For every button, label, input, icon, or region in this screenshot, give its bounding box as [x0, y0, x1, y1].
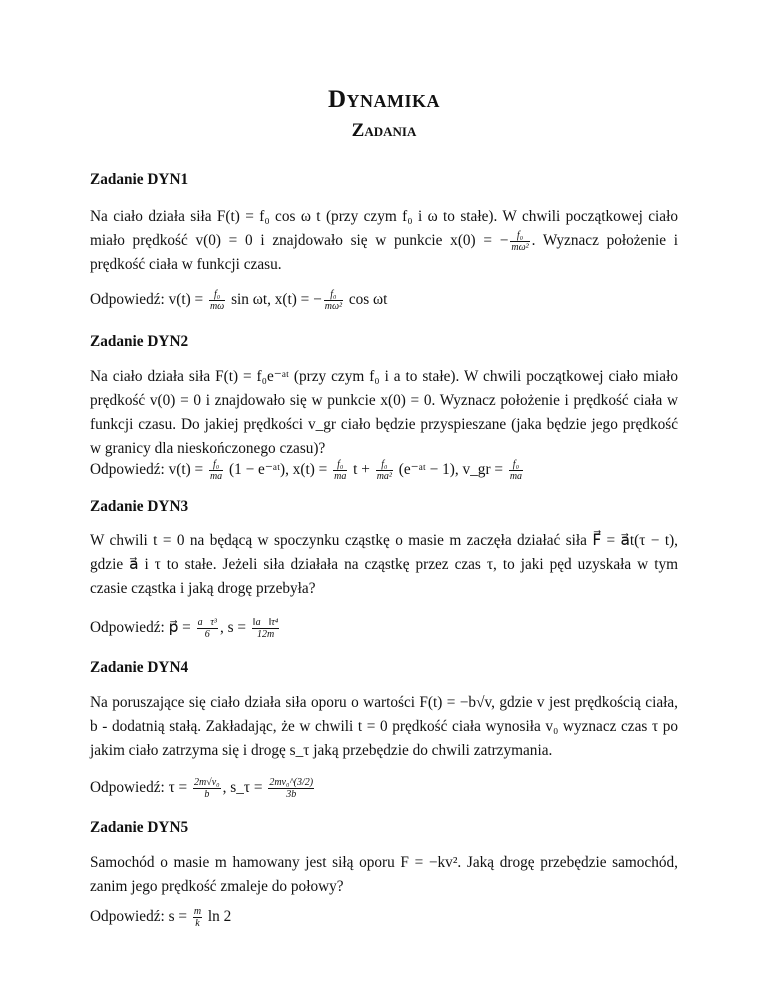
task-heading: Zadanie DYN4: [90, 659, 189, 676]
math-fraction: [197, 617, 218, 640]
fraction-denominator: 12m: [256, 628, 275, 640]
task-answer: [90, 905, 678, 929]
task-answer: [90, 616, 678, 640]
math-fraction: [324, 289, 343, 312]
math-fraction: [252, 617, 279, 640]
task-answer: [90, 288, 678, 312]
text-run: Samochód o masie m hamowany jest siłą oporu F = −kv². Jaką drogę przebędzie samochód, zanim jego prędkość zmaleje do połowy?: [90, 854, 678, 895]
fraction-numerator: ‖a⃗‖τ⁴: [252, 616, 279, 628]
task-heading: Zadanie DYN5: [90, 819, 189, 836]
text-run: ln 2: [204, 908, 232, 925]
text-run: Odpowiedź: s =: [90, 908, 191, 925]
task-text: [90, 365, 678, 461]
fraction-numerator: a⃗τ³: [197, 616, 217, 628]
text-run: Na ciało działa siła F(t) = f₀e⁻ᵃᵗ (przy czym f₀ i a to stałe). W chwili początkowej ciało miało prędkość v(0) = 0 i znajdowało się w punkcie x(0) = 0. Wyznacz położenie i prędkość ciała w funkcji czasu. Do jakiej prędkości v_gr ciało będzie przyspieszane (jaka będzie jego prędkość w granicy dla nieskończonego czasu)?: [90, 368, 678, 457]
math-fraction: [333, 459, 347, 482]
fraction-numerator: 2mv₀^(3/2): [269, 776, 314, 788]
task-text: [90, 691, 678, 763]
text-run: sin ωt, x(t) = −: [227, 291, 322, 308]
text-run: Na ciało działa siła F(t) = f₀ cos ω t (przy czym f₀ i ω to stałe). W chwili początkowej ciało miało prędkość v(0) = 0 i znajdowało się w punkcie x(0) = −: [90, 208, 678, 249]
text-run: (e⁻ᵃᵗ − 1), v_gr =: [394, 461, 507, 478]
task-text: [90, 851, 678, 899]
fraction-numerator: f₀: [376, 459, 393, 471]
page-subtitle: Zadania: [351, 120, 417, 141]
text-run: Odpowiedź: p⃗ =: [90, 619, 195, 636]
text-run: Odpowiedź: v(t) =: [90, 291, 207, 308]
text-run: Odpowiedź: τ =: [90, 779, 192, 796]
math-fraction: [268, 777, 314, 800]
fraction-denominator: b: [204, 788, 210, 800]
math-fraction: [510, 230, 529, 253]
math-fraction: [193, 777, 221, 800]
math-fraction: [376, 459, 393, 482]
text-run: W chwili t = 0 na będącą w spoczynku cząstkę o masie m zaczęła działać siła F⃗ = a⃗t(τ − t), gdzie a⃗ i τ to stałe. Jeżeli siła działała na cząstkę przez czas τ, to jaki pęd uzyskała w tym czasie cząstka i jaką drogę przebyła?: [90, 532, 678, 597]
fraction-denominator: mω²: [324, 300, 342, 312]
fraction-denominator: ma: [334, 470, 347, 482]
fraction-numerator: f₀: [509, 459, 523, 471]
task-answer: [90, 458, 678, 482]
text-run: , s_τ =: [222, 779, 267, 796]
fraction-denominator: ma²: [376, 470, 392, 482]
math-fraction: [209, 289, 225, 312]
fraction-numerator: f₀: [324, 289, 343, 301]
fraction-denominator: ma: [509, 470, 523, 482]
text-run: cos ωt: [345, 291, 388, 308]
fraction-denominator: k: [195, 917, 200, 929]
fraction-denominator: 6: [204, 628, 210, 640]
fraction-denominator: 3b: [286, 788, 297, 800]
fraction-numerator: 2m√v₀: [194, 776, 220, 788]
text-run: Na poruszające się ciało działa siła oporu o wartości F(t) = −b√v, gdzie v jest prędkością ciała, b - dodatnią stałą. Zakładając, że w chwili t = 0 prędkość ciała wynosiła v₀ wyznacz czas τ po jakim ciało zatrzyma się i drogę s_τ jaką przebędzie do chwili zatrzymania.: [90, 694, 678, 759]
task-text: [90, 205, 678, 277]
math-fraction: [509, 459, 523, 482]
task-heading: Zadanie DYN3: [90, 498, 189, 515]
fraction-denominator: mω: [209, 300, 225, 312]
text-run: Odpowiedź: v(t) =: [90, 461, 207, 478]
fraction-numerator: f₀: [333, 459, 347, 471]
math-fraction: [209, 459, 223, 482]
fraction-denominator: mω²: [511, 241, 529, 253]
fraction-numerator: m: [193, 905, 202, 917]
task-text: [90, 529, 678, 601]
math-fraction: [193, 906, 202, 929]
fraction-numerator: f₀: [209, 459, 223, 471]
fraction-numerator: f₀: [510, 230, 529, 242]
fraction-denominator: ma: [209, 470, 223, 482]
task-heading: Zadanie DYN2: [90, 333, 189, 350]
page-title: Dynamika: [327, 86, 441, 113]
text-run: (1 − e⁻ᵃᵗ), x(t) =: [225, 461, 332, 478]
task-heading: Zadanie DYN1: [90, 171, 189, 188]
text-run: t +: [349, 461, 374, 478]
fraction-numerator: f₀: [209, 289, 225, 301]
text-run: , s =: [219, 619, 250, 636]
text-run: . Wyznacz położenie i prędkość ciała w funkcji czasu.: [90, 232, 678, 273]
task-answer: [90, 776, 678, 800]
